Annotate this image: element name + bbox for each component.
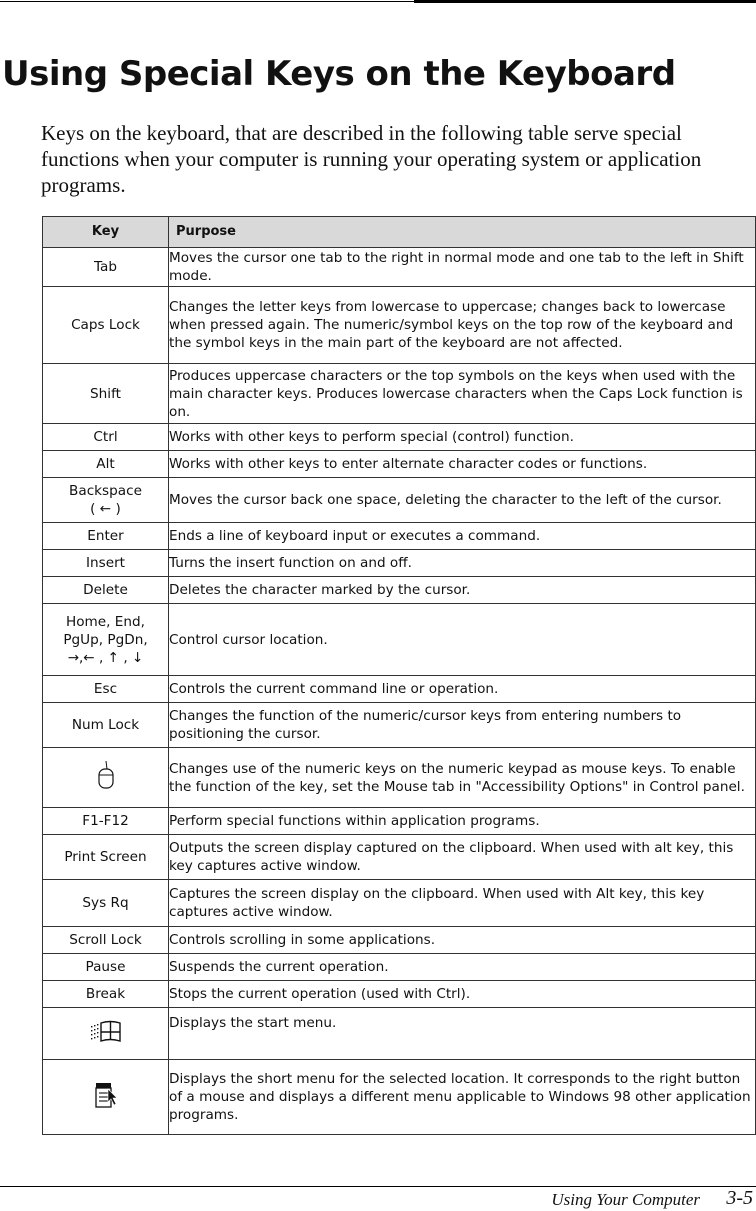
special-keys-table <box>42 216 756 1135</box>
table-row <box>43 523 756 550</box>
table-row <box>43 1008 756 1060</box>
key-cell: Break <box>43 981 169 1008</box>
table-row <box>43 880 756 927</box>
footer-section-title: Using Your Computer <box>551 1190 700 1209</box>
table-row <box>43 981 756 1008</box>
table-row <box>43 748 756 808</box>
purpose-cell: Changes the letter keys from lowercase to uppercase; changes back to lowercase when pressed again. The numeric/symbol keys on the top row of the keyboard and the symbol keys in the main part of the keyboard are not affected. <box>169 287 756 364</box>
key-cell: Caps Lock <box>43 287 169 364</box>
windows-key-icon <box>89 1018 123 1049</box>
key-cell: Enter <box>43 523 169 550</box>
key-cell <box>43 748 169 808</box>
key-cell: Pause <box>43 954 169 981</box>
key-cell: Esc <box>43 676 169 703</box>
purpose-cell: Stops the current operation (used with Ctrl). <box>169 981 756 1008</box>
purpose-cell: Controls the current command line or operation. <box>169 676 756 703</box>
page-title: Using Special Keys on the Keyboard <box>2 54 676 94</box>
purpose-cell: Deletes the character marked by the cursor. <box>169 577 756 604</box>
purpose-cell: Controls scrolling in some applications. <box>169 927 756 954</box>
table-row <box>43 287 756 364</box>
header-rule-thin <box>0 1 414 2</box>
purpose-cell: Ends a line of keyboard input or executes a command. <box>169 523 756 550</box>
table-row <box>43 451 756 478</box>
purpose-cell: Displays the start menu. <box>169 1008 756 1060</box>
footer-rule <box>0 1186 756 1187</box>
purpose-cell: Works with other keys to enter alternate character codes or functions. <box>169 451 756 478</box>
header-purpose: Purpose <box>169 217 756 248</box>
key-cell: Backspace ( ← ) <box>43 478 169 523</box>
intro-paragraph: Keys on the keyboard, that are described in the following table serve special functions when your computer is running your operating system or application programs. <box>41 121 702 197</box>
table-header-row <box>43 217 756 248</box>
purpose-cell: Moves the cursor back one space, deleting the character to the left of the cursor. <box>169 478 756 523</box>
table-row <box>43 808 756 835</box>
table-row <box>43 604 756 676</box>
table-row <box>43 676 756 703</box>
key-cell: Num Lock <box>43 703 169 748</box>
purpose-cell: Changes the function of the numeric/cursor keys from entering numbers to positioning the cursor. <box>169 703 756 748</box>
purpose-cell: Changes use of the numeric keys on the numeric keypad as mouse keys. To enable the function of the key, set the Mouse tab in "Accessibility Options" in Control panel. <box>169 748 756 808</box>
purpose-cell: Turns the insert function on and off. <box>169 550 756 577</box>
purpose-cell: Captures the screen display on the clipboard. When used with Alt key, this key captures active window. <box>169 880 756 927</box>
table-row <box>43 703 756 748</box>
table-row <box>43 424 756 451</box>
purpose-cell: Moves the cursor one tab to the right in normal mode and one tab to the left in Shift mode. <box>169 248 756 287</box>
table-row <box>43 1060 756 1135</box>
header-rule-thick <box>414 0 756 3</box>
key-cell: Insert <box>43 550 169 577</box>
key-cell: Delete <box>43 577 169 604</box>
key-cell: Ctrl <box>43 424 169 451</box>
key-cell: Print Screen <box>43 835 169 880</box>
key-cell: Tab <box>43 248 169 287</box>
key-cell: Sys Rq <box>43 880 169 927</box>
key-cell: Home, End, PgUp, PgDn, →,← , ↑ , ↓ <box>43 604 169 676</box>
purpose-cell: Works with other keys to perform special (control) function. <box>169 424 756 451</box>
key-cell <box>43 1008 169 1060</box>
key-cell: F1-F12 <box>43 808 169 835</box>
key-cell: Shift <box>43 364 169 424</box>
purpose-cell: Control cursor location. <box>169 604 756 676</box>
page-number: 3-5 <box>726 1187 753 1209</box>
purpose-cell: Suspends the current operation. <box>169 954 756 981</box>
table-row <box>43 835 756 880</box>
header-key: Key <box>43 217 169 248</box>
table-row <box>43 577 756 604</box>
table-row <box>43 364 756 424</box>
table-row <box>43 927 756 954</box>
key-cell: Alt <box>43 451 169 478</box>
table-row <box>43 954 756 981</box>
table-row <box>43 550 756 577</box>
purpose-cell: Displays the short menu for the selected location. It corresponds to the right button of a mouse and displays a different menu applicable to Windows 98 other application programs. <box>169 1060 756 1135</box>
purpose-cell: Outputs the screen display captured on the clipboard. When used with alt key, this key captures active window. <box>169 835 756 880</box>
table-row <box>43 248 756 287</box>
purpose-cell: Perform special functions within application programs. <box>169 808 756 835</box>
menu-key-icon <box>91 1080 121 1115</box>
key-cell <box>43 1060 169 1135</box>
key-cell: Scroll Lock <box>43 927 169 954</box>
purpose-cell: Produces uppercase characters or the top symbols on the keys when used with the main character keys. Produces lowercase characters when the Caps Lock function is on. <box>169 364 756 424</box>
mouse-icon <box>95 760 117 795</box>
table-row <box>43 478 756 523</box>
